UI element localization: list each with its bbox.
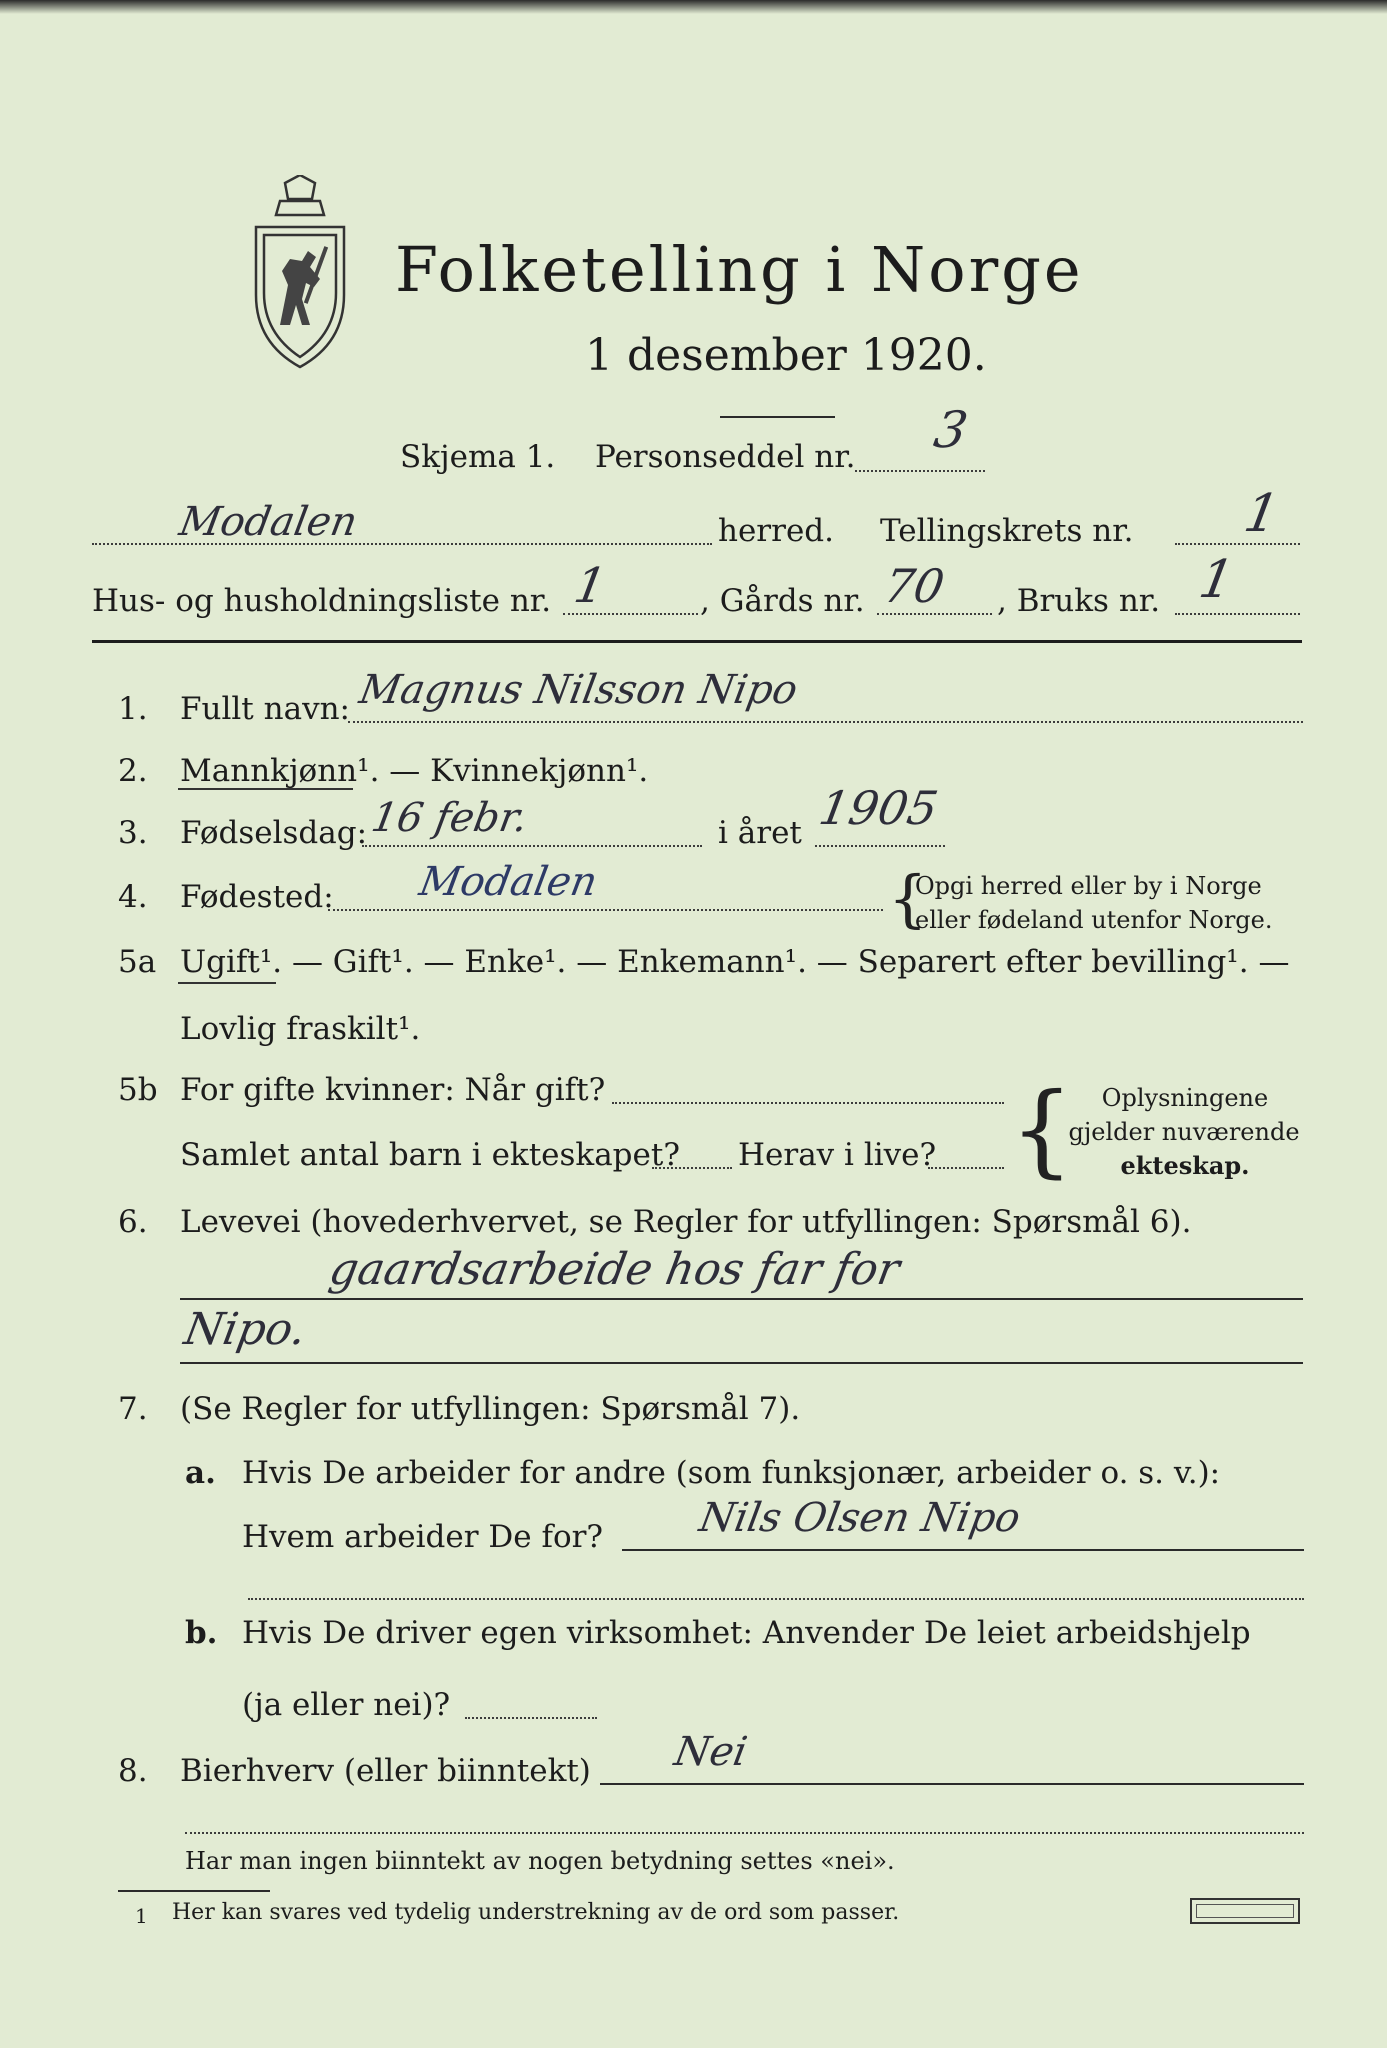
occupation-value-2[interactable]: Nipo. — [180, 1304, 311, 1355]
footnote-text: Her kan svares ved tydelig understrekning av de ord som passer. — [172, 1900, 900, 1925]
q6-line-1 — [180, 1298, 1303, 1300]
printer-stamp — [1190, 1898, 1300, 1924]
q3-year-label: i året — [718, 815, 802, 851]
form-title: Folketelling i Norge — [395, 233, 1084, 306]
q5b-label-3: Herav i live? — [738, 1137, 937, 1173]
q5b-alive-line — [928, 1167, 1004, 1169]
full-name-value[interactable]: Magnus Nilsson Nipo — [355, 667, 801, 713]
q6-line-2 — [180, 1362, 1303, 1364]
q4-label: Fødested: — [180, 879, 334, 915]
employer-value[interactable]: Nils Olsen Nipo — [695, 1495, 1024, 1541]
form-date: 1 desember 1920. — [585, 330, 987, 381]
q1-label: Fullt navn: — [180, 691, 350, 727]
q7b-label: Hvis De driver egen virksomhet: Anvender De leiet arbeidshjelp — [242, 1615, 1251, 1651]
q4-brace: { — [888, 862, 928, 935]
gards-line — [877, 613, 992, 615]
q7a-line — [622, 1549, 1304, 1551]
hus-label: Hus- og husholdningsliste nr. — [92, 583, 552, 619]
q5b-label: For gifte kvinner: Når gift? — [180, 1072, 606, 1108]
q5a-label: Ugift¹. — Gift¹. — Enke¹. — Enkemann¹. — Separert efter bevilling¹. — — [180, 944, 1290, 980]
q2-number: 2. — [118, 753, 148, 789]
q8-label: Bierhverv (eller biinntekt) — [180, 1753, 591, 1789]
q8-number: 8. — [118, 1753, 148, 1789]
header-divider — [92, 640, 1302, 643]
q4-number: 4. — [118, 879, 148, 915]
mannkjonn-underline — [178, 788, 353, 790]
q7b-letter: b. — [185, 1615, 218, 1651]
title-rule — [720, 416, 835, 418]
q5b-brace: { — [1010, 1071, 1074, 1188]
gards-label: , Gårds nr. — [700, 583, 865, 619]
q3-line — [362, 845, 702, 847]
birth-date-value[interactable]: 16 febr. — [367, 795, 532, 841]
ugift-underline — [178, 982, 276, 984]
q7a-label: Hvis De arbeider for andre (som funksjonær, arbeider o. s. v.): — [242, 1455, 1221, 1491]
q5b-label-2: Samlet antal barn i ekteskapet? — [180, 1137, 680, 1173]
personseddel-line — [855, 470, 985, 472]
q6-number: 6. — [118, 1204, 148, 1240]
q8-line-2 — [185, 1832, 1304, 1834]
q7b-label-2: (ja eller nei)? — [242, 1687, 451, 1723]
q1-line — [348, 721, 1303, 723]
bruks-line — [1175, 613, 1300, 615]
q6-label: Levevei (hovederhvervet, se Regler for utfyllingen: Spørsmål 6). — [180, 1204, 1192, 1240]
bruks-label: , Bruks nr. — [997, 583, 1161, 619]
herred-label: herred. — [718, 513, 834, 549]
bruks-value[interactable]: 1 — [1194, 550, 1239, 610]
q5a-label-2: Lovlig fraskilt¹. — [180, 1011, 421, 1047]
tellingskrets-value[interactable]: 1 — [1239, 484, 1284, 544]
hus-value[interactable]: 1 — [570, 558, 611, 614]
q3-year-line — [815, 845, 945, 847]
q4-note-2: eller fødeland utenfor Norge. — [915, 906, 1273, 934]
q5a-number: 5a — [118, 944, 157, 980]
q5b-note-3: ekteskap. — [1120, 1151, 1250, 1180]
coat-of-arms-icon — [240, 175, 360, 370]
footnote-rule — [118, 1890, 270, 1892]
personseddel-value[interactable]: 3 — [929, 401, 972, 459]
q7a-line-2 — [248, 1598, 1304, 1600]
q4-note-1: Opgi herred eller by i Norge — [915, 872, 1262, 900]
q7-label: (Se Regler for utfyllingen: Spørsmål 7). — [180, 1391, 801, 1427]
side-income-value[interactable]: Nei — [670, 1729, 751, 1775]
gards-value[interactable]: 70 — [880, 559, 949, 613]
tellingskrets-label: Tellingskrets nr. — [880, 513, 1134, 549]
q5b-children-line — [652, 1167, 732, 1169]
q2-label: Mannkjønn¹. — Kvinnekjønn¹. — [180, 753, 649, 789]
footer-note: Har man ingen biinntekt av nogen betydning settes «nei». — [185, 1847, 895, 1875]
q5b-note-1: Oplysningene — [1101, 1084, 1269, 1112]
occupation-value-1[interactable]: gaardsarbeide hos far for — [325, 1244, 904, 1295]
q8-line — [600, 1783, 1304, 1785]
birthplace-value[interactable]: Modalen — [415, 859, 601, 905]
q3-number: 3. — [118, 815, 148, 851]
q4-line — [328, 909, 883, 911]
q7b-line — [465, 1717, 597, 1719]
herred-value[interactable]: Modalen — [175, 499, 361, 545]
q5b-number: 5b — [118, 1072, 158, 1108]
q5b-note-2: gjelder nuværende — [1068, 1118, 1300, 1146]
skjema-label: Skjema 1. — [400, 439, 556, 475]
q1-number: 1. — [118, 691, 148, 727]
q7-number: 7. — [118, 1391, 148, 1427]
tellingskrets-line — [1175, 543, 1300, 545]
footnote-mark: 1 — [135, 1904, 148, 1928]
q5b-when-line — [612, 1102, 1004, 1104]
q7a-label-2: Hvem arbeider De for? — [242, 1519, 604, 1555]
personseddel-label: Personseddel nr. — [595, 439, 856, 475]
q7a-letter: a. — [185, 1455, 216, 1491]
birth-year-value[interactable]: 1905 — [815, 781, 942, 835]
q3-label: Fødselsdag: — [180, 815, 368, 851]
